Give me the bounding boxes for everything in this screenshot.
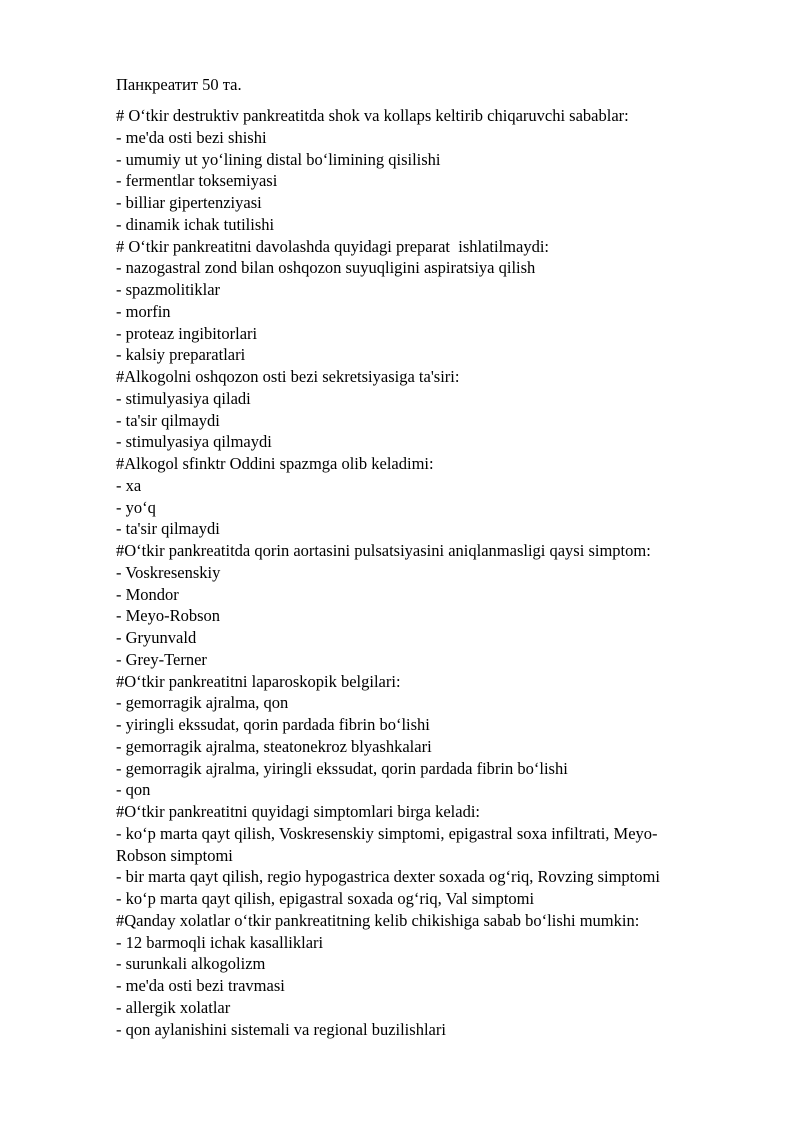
text-line: - Grey-Terner: [116, 649, 207, 669]
text-line: #Alkogol sfinktr Oddini spazmga olib keladimi:: [116, 454, 434, 473]
text-line: - ko‘p marta qayt qilish, Voskresenskiy simptomi, epigastral soxa infiltrati, Meyo-: [116, 823, 658, 843]
text-line: #O‘tkir pankreatitni laparoskopik belgilari:: [116, 671, 401, 691]
text-line: - me'da osti bezi shishi: [116, 127, 267, 147]
text-line: - ta'sir qilmaydi: [116, 410, 220, 430]
text-line: - xa: [116, 475, 142, 495]
text-line: - me'da osti bezi travmasi: [116, 976, 285, 995]
text-line: - proteaz ingibitorlari: [116, 323, 258, 343]
text-line: - billiar gipertenziyasi: [116, 193, 262, 212]
text-line: - Gryunvald: [116, 628, 197, 647]
text-line: - ko‘p marta qayt qilish, epigastral soxada og‘riq, Val simptomi: [116, 889, 535, 908]
document-body: [116, 105, 742, 1040]
text-line: Robson simptomi: [116, 845, 233, 865]
text-line: - stimulyasiya qilmaydi: [116, 432, 272, 452]
text-line: - qon: [116, 780, 151, 800]
text-line: - 12 barmoqli ichak kasalliklari: [116, 932, 324, 952]
text-line: - nazogastral zond bilan oshqozon suyuqligini aspiratsiya qilish: [116, 258, 536, 278]
text-line: # O‘tkir pankreatitni davolashda quyidagi preparat ishlatilmaydi:: [116, 236, 550, 256]
text-line: - fermentlar toksemiyasi: [116, 171, 278, 191]
text-line: - qon aylanishini sistemali va regional buzilishlari: [116, 1019, 446, 1039]
text-line: - gemorragik ajralma, qon: [116, 693, 289, 713]
document-title: Панкреатит 50 та.: [116, 75, 242, 94]
text-line: - kalsiy preparatlari: [116, 345, 246, 365]
text-line: - gemorragik ajralma, yiringli ekssudat, qorin pardada fibrin bo‘lishi: [116, 758, 568, 778]
text-line: #Qanday xolatlar o‘tkir pankreatitning kelib chikishiga sabab bo‘lishi mumkin:: [116, 910, 640, 930]
text-line: - umumiy ut yo‘lining distal bo‘limining qisilishi: [116, 149, 441, 169]
text-line: - dinamik ichak tutilishi: [116, 214, 275, 234]
text-line: - stimulyasiya qiladi: [116, 388, 251, 408]
text-line: - Voskresenskiy: [116, 562, 221, 582]
text-line: #Alkogolni oshqozon osti bezi sekretsiyasiga ta'siri:: [116, 367, 460, 386]
text-line: - surunkali alkogolizm: [116, 954, 266, 974]
text-line: # O‘tkir destruktiv pankreatitda shok va kollaps keltirib chiqaruvchi sabablar:: [116, 106, 629, 125]
text-line: - ta'sir qilmaydi: [116, 519, 220, 539]
text-line: - spazmolitiklar: [116, 280, 221, 299]
text-line: - gemorragik ajralma, steatonekroz blyashkalari: [116, 736, 432, 756]
text-line: - Mondor: [116, 584, 179, 604]
text-line: - allergik xolatlar: [116, 997, 231, 1017]
text-line: #O‘tkir pankreatitni quyidagi simptomlari birga keladi:: [116, 802, 480, 821]
text-line: - yo‘q: [116, 497, 156, 517]
text-line: #O‘tkir pankreatitda qorin aortasini pulsatsiyasini aniqlanmasligi qaysi simptom:: [116, 541, 651, 560]
text-line: - yiringli ekssudat, qorin pardada fibrin bo‘lishi: [116, 715, 430, 734]
document-page: [116, 74, 742, 1040]
text-line: - morfin: [116, 301, 171, 321]
text-line: - bir marta qayt qilish, regio hypogastrica dexter soxada og‘riq, Rovzing simptomi: [116, 867, 660, 887]
text-line: - Meyo-Robson: [116, 606, 221, 626]
